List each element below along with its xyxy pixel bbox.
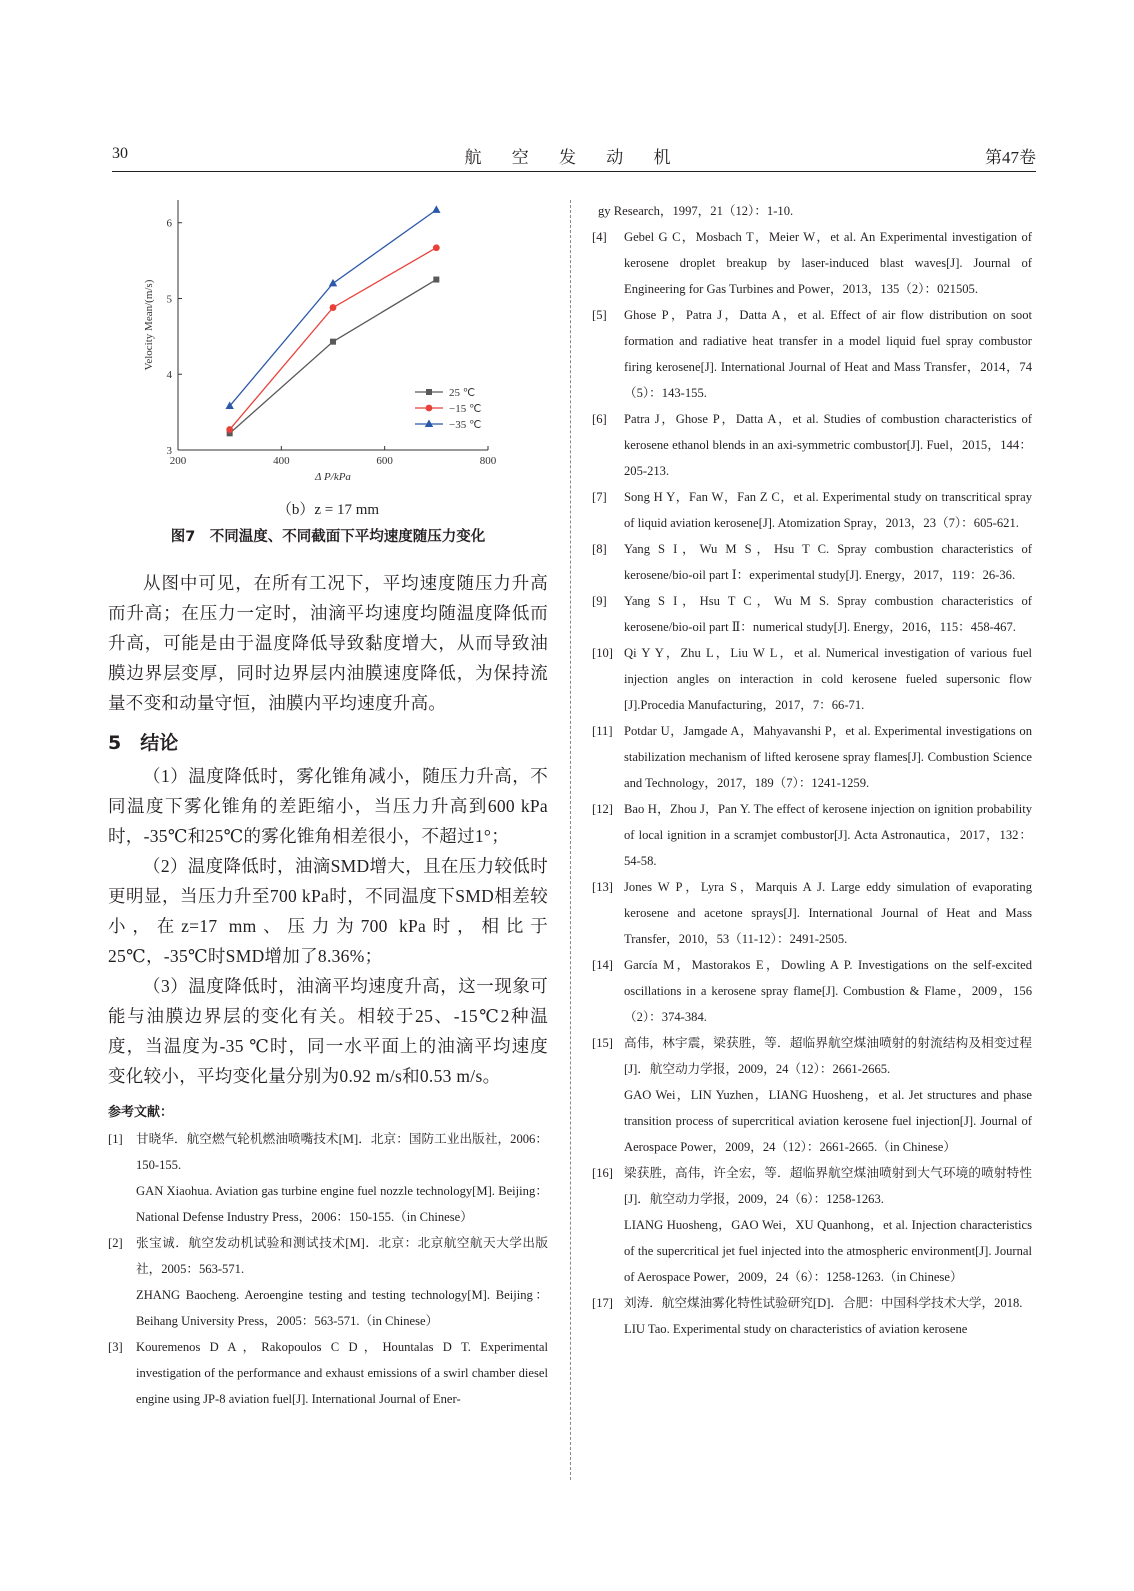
reference-text: Kouremenos D A，Rakopoulos C D，Hountalas D T. Experimental investigation of the performance and exhaust emissions of a swirl chamber diesel engine using JP-8 aviation fuel[J]. International Journal of Ener-	[136, 1340, 548, 1406]
page-number: 30	[112, 145, 128, 162]
references-left	[108, 1126, 548, 1412]
reference-number: [7]	[592, 490, 607, 504]
reference-text: 刘涛．航空煤油雾化特性试验研究[D]．合肥：中国科学技术大学，2018.	[624, 1296, 1023, 1310]
figure-7b	[108, 196, 548, 556]
left-column	[108, 196, 548, 1412]
data-point	[433, 277, 439, 283]
journal-title: 航 空 发 动 机	[464, 148, 684, 167]
reference-item	[592, 224, 1032, 302]
reference-number: [5]	[592, 308, 607, 322]
reference-number: [6]	[592, 412, 607, 426]
reference-text: 梁获胜，高伟，许全宏，等．超临界航空煤油喷射到大气环境的喷射特性[J]．航空动力学报，2009，24（6）：1258-1263.	[624, 1166, 1032, 1206]
legend-marker	[426, 405, 433, 412]
y-axis-label: Velocity Mean/(m/s)	[143, 279, 155, 371]
reference-item	[108, 1126, 548, 1230]
reference-item	[592, 588, 1032, 640]
data-point	[432, 205, 440, 213]
data-point	[226, 426, 233, 433]
y-tick-label: 3	[166, 445, 172, 457]
reference-item	[592, 874, 1032, 952]
velocity-chart	[108, 196, 548, 496]
data-point	[330, 304, 337, 311]
conclusion-3: （3）温度降低时，油滴平均速度升高，这一现象可能与油膜边界层的变化有关。相较于25、-15℃2种温度，当温度为-35 ℃时，同一水平面上的油滴平均速度变化较小，平均变化量分别为0.92 m/s和0.53 m/s。	[108, 976, 548, 1086]
volume-label: 第47卷	[985, 148, 1036, 167]
reference-number: [13]	[592, 880, 613, 894]
legend-label: 25 ℃	[449, 387, 476, 399]
reference-english: ZHANG Baocheng. Aeroengine testing and testing technology[M]. Beijing：Beihang University Press，2005：563-571.（in Chinese）	[136, 1288, 548, 1328]
reference-text: Song H Y，Fan W，Fan Z C，et al. Experimental study on transcritical spray of liquid aviation kerosene[J]. Atomization Spray，2013，23（7）：605-621.	[624, 490, 1032, 530]
reference-item	[592, 302, 1032, 406]
reference-number: [12]	[592, 802, 613, 816]
reference-text: 张宝诚．航空发动机试验和测试技术[M]．北京：北京航空航天大学出版社，2005：563-571.	[136, 1236, 548, 1276]
page-header	[112, 143, 1036, 172]
reference-item	[592, 536, 1032, 588]
reference-item	[592, 1290, 1032, 1342]
figure-caption: 图7 不同温度、不同截面下平均速度随压力变化	[170, 529, 486, 545]
reference-item	[592, 718, 1032, 796]
reference-item	[108, 1230, 548, 1334]
x-axis-label: Δ P/kPa	[315, 471, 351, 483]
y-tick-label: 6	[166, 217, 172, 230]
reference-number: [1]	[108, 1132, 123, 1146]
reference-item	[592, 1160, 1032, 1290]
reference-number: [3]	[108, 1340, 123, 1354]
reference-number: [8]	[592, 542, 607, 556]
reference-text: Yang S I，Wu M S，Hsu T C. Spray combustion characteristics of kerosene/bio-oil part Ⅰ：experimental study[J]. Energy，2017，119：26-36.	[624, 542, 1032, 582]
data-point	[330, 339, 336, 345]
legend-label: −15 ℃	[449, 403, 482, 415]
conclusion-2: （2）温度降低时，油滴SMD增大，且在压力较低时更明显，当压力升至700 kPa时，不同温度下SMD相差较小，在z=17 mm、压力为700 kPa时，相比于25℃，-35℃时SMD增加了8.36%；	[108, 856, 548, 966]
reference-number: [17]	[592, 1296, 613, 1310]
reference-english: GAO Wei，LIN Yuzhen，LIANG Huosheng，et al. Jet structures and phase transition process of supercritical aviation kerosene fuel injection[J]. Journal of Aerospace Power，2009，24（12）：2661-2665.（in Chinese）	[624, 1088, 1032, 1154]
reference-text: Qi Y Y，Zhu L，Liu W L，et al. Numerical investigation of various fuel injection angles on interaction in cold kerosene fueled supersonic flow [J].Procedia Manufacturing，2017，7：66-71.	[624, 646, 1032, 712]
reference-text: Potdar U，Jamgade A，Mahyavanshi P，et al. Experimental investigations on stabilization mechanism of lifted kerosene spray flames[J]. Combustion Science and Technology，2017，189（7）：1241-1259.	[624, 724, 1032, 790]
reference-english: LIU Tao. Experimental study on characteristics of aviation kerosene	[624, 1322, 968, 1336]
reference-text: Yang S I，Hsu T C，Wu M S. Spray combustion characteristics of kerosene/bio-oil part Ⅱ：numerical study[J]. Energy，2016，115：458-467.	[624, 594, 1032, 634]
reference-text: 甘晓华．航空燃气轮机燃油喷嘴技术[M]．北京：国防工业出版社，2006：150-155.	[136, 1132, 548, 1172]
data-point	[433, 244, 440, 251]
x-tick-label: 200	[169, 455, 187, 467]
x-tick-label: 800	[479, 455, 497, 467]
right-column	[592, 198, 1032, 1342]
legend-marker	[425, 420, 433, 428]
reference-continuation: gy Research，1997，21（12）：1-10.	[598, 204, 794, 218]
references-heading: 参考文献：	[108, 1105, 174, 1120]
reference-item	[592, 796, 1032, 874]
reference-number: [16]	[592, 1166, 613, 1180]
reference-number: [2]	[108, 1236, 123, 1250]
body-paragraph: 从图中可见，在所有工况下，平均速度随压力升高而升高；在压力一定时，油滴平均速度均随温度降低而升高，可能是由于温度降低导致黏度增大，从而导致油膜边界层变厚，同时边界层内油膜速度降低，为保持流量不变和动量守恒，油膜内平均速度升高。	[108, 573, 548, 713]
reference-text: García M，Mastorakos E，Dowling A P. Investigations on the self-excited oscillations in a kerosene spray flame[J]. Combustion & Flame，2009，156（2）：374-384.	[624, 958, 1032, 1024]
reference-text: Ghose P，Patra J，Datta A，et al. Effect of air flow distribution on soot formation and radiative heat transfer in a model liquid fuel spray combustor firing kerosene[J]. International Journal of Heat and Mass Transfer，2014，74（5）：143-155.	[624, 308, 1032, 400]
legend-label: −35 ℃	[449, 419, 482, 431]
reference-text: Bao H，Zhou J，Pan Y. The effect of kerosene injection on ignition probability of local ignition in a scramjet combustor[J]. Acta Astronautica，2017，132：54-58.	[624, 802, 1032, 868]
reference-text: Gebel G C，Mosbach T，Meier W，et al. An Experimental investigation of kerosene droplet breakup by laser-induced blast waves[J]. Journal of Engineering for Gas Turbines and Power，2013，135（2）：021505.	[624, 230, 1032, 296]
reference-number: [11]	[592, 724, 613, 738]
reference-english: LIANG Huosheng，GAO Wei，XU Quanhong，et al. Injection characteristics of the supercritical jet fuel injected into the atmospheric environment[J]. Journal of Aerospace Power，2009，24（6）：1258-1263.（in Chinese）	[624, 1218, 1032, 1284]
y-tick-label: 4	[166, 369, 172, 382]
reference-number: [4]	[592, 230, 607, 244]
reference-item	[592, 406, 1032, 484]
reference-number: [15]	[592, 1036, 613, 1050]
series-line	[230, 248, 437, 430]
x-tick-label: 600	[376, 455, 393, 467]
legend-marker	[426, 389, 432, 395]
reference-item	[108, 1334, 548, 1412]
conclusion-1: （1）温度降低时，雾化锥角减小，随压力升高，不同温度下雾化锥角的差距缩小，当压力升高到600 kPa时，-35℃和25℃的雾化锥角相差很小，不超过1°；	[108, 766, 548, 846]
series-line	[230, 280, 437, 434]
reference-text: 高伟，林宇震，梁获胜，等．超临界航空煤油喷射的射流结构及相变过程[J]．航空动力学报，2009，24（12）：2661-2665.	[624, 1036, 1032, 1076]
reference-item	[592, 484, 1032, 536]
column-divider	[570, 200, 571, 1480]
reference-item	[592, 952, 1032, 1030]
references-right	[592, 224, 1032, 1342]
y-tick-label: 5	[166, 293, 172, 306]
reference-number: [10]	[592, 646, 613, 660]
reference-item	[592, 640, 1032, 718]
reference-item	[592, 1030, 1032, 1160]
reference-text: Jones W P，Lyra S，Marquis A J. Large eddy simulation of evaporating kerosene and acetone sprays[J]. International Journal of Heat and Mass Transfer，2010，53（11-12）：2491-2505.	[624, 880, 1032, 946]
reference-number: [9]	[592, 594, 607, 608]
x-tick-label: 400	[273, 455, 290, 467]
reference-text: Patra J，Ghose P，Datta A，et al. Studies of combustion characteristics of kerosene ethanol blends in an axi-symmetric combustor[J]. Fuel，2015，144：205-213.	[624, 412, 1032, 478]
section-heading: 5 结论	[108, 732, 179, 754]
reference-number: [14]	[592, 958, 613, 972]
data-point	[329, 279, 337, 287]
figure-subcaption: （b）z = 17 mm	[276, 502, 380, 518]
reference-english: GAN Xiaohua. Aviation gas turbine engine fuel nozzle technology[M]. Beijing：National Defense Industry Press，2006：150-155.（in Chinese）	[136, 1184, 548, 1224]
